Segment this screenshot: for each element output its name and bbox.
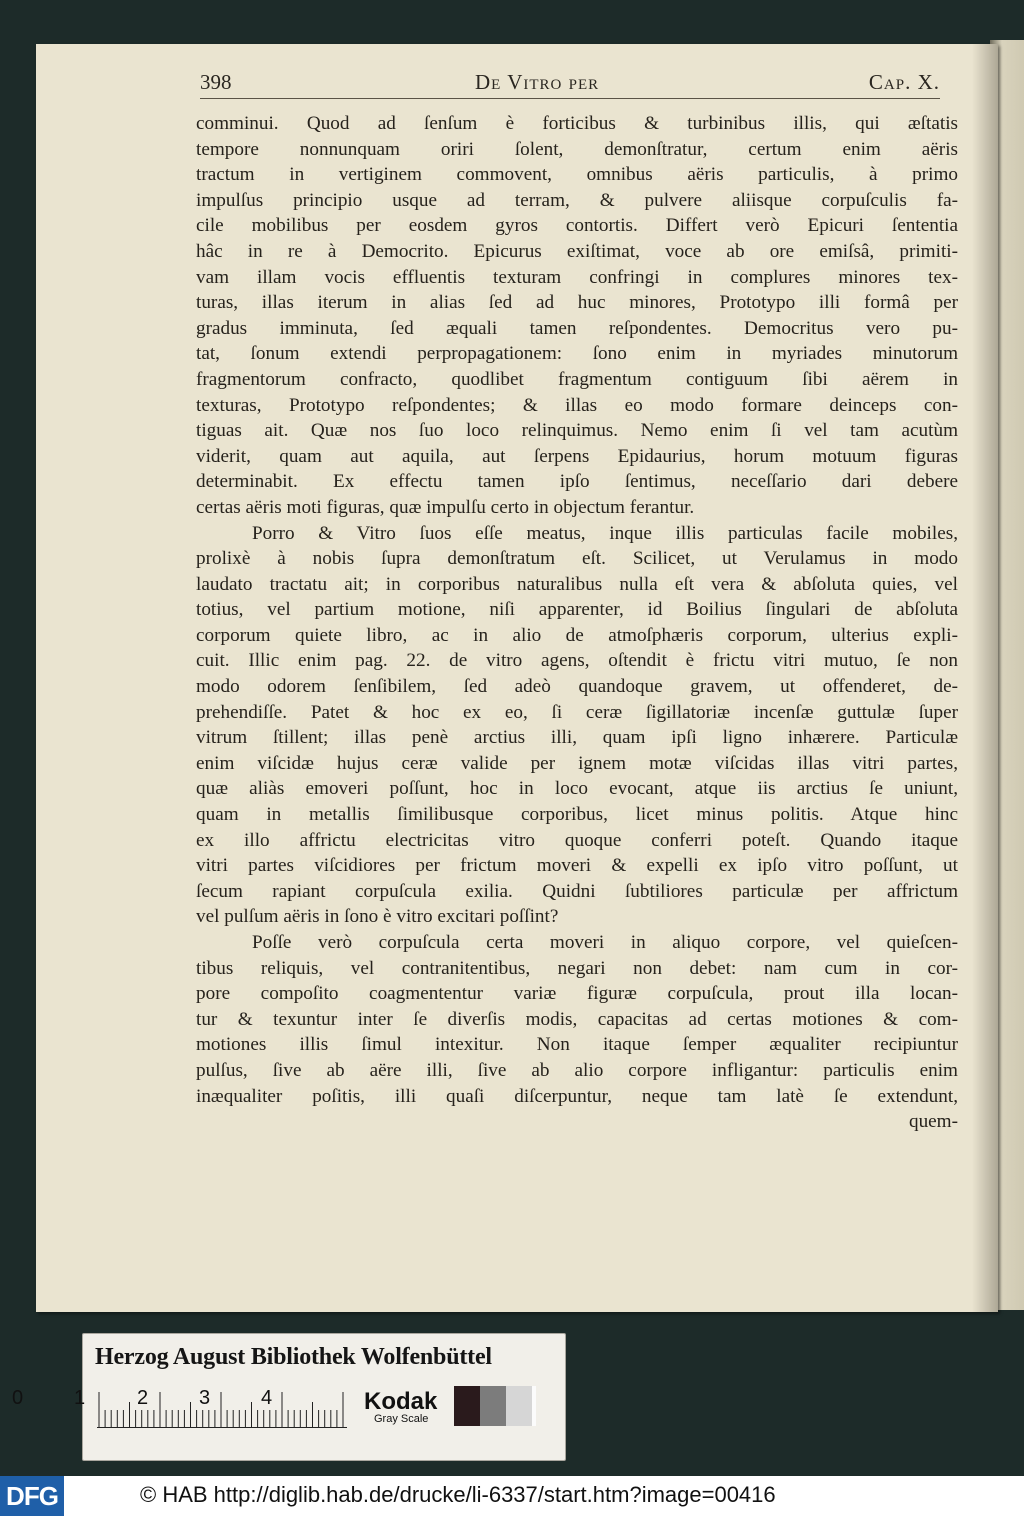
ruler-number: 2 (137, 1387, 149, 1409)
text-line: vitri partes viſcidiores per frictum moveri & expelli ex ipſo vitro poſſunt, ut (196, 855, 958, 877)
gray-patch (480, 1386, 506, 1426)
gray-patch (506, 1386, 532, 1426)
text-line: tiguas ait. Quæ nos ſuo loco relinquimus. Nemo enim ſi vel tam acutùm (196, 420, 958, 442)
catchword: quem- (908, 1111, 958, 1133)
dfg-logo: DFG (0, 1476, 64, 1516)
text-line: vel pulſum aëris in ſono è vitro excitari poſſint? (196, 906, 559, 928)
text-line: tempore nonnunquam oriri ſolent, demonſtratur, certum enim aëris (196, 138, 958, 160)
running-header (200, 70, 940, 96)
text-line: hâc in re à Democrito. Epicurus exiſtimat, voce ab ore emiſsâ, primiti- (196, 240, 958, 262)
ruler-number: 3 (199, 1387, 211, 1409)
text-line: quam in metallis ſimilibusque corporibus, licet minus politis. Atque hinc (196, 804, 958, 826)
text-line: enim viſcidæ hujus ceræ valide per ignem motæ viſcidas illas vitri partes, (196, 752, 958, 774)
text-line: ex illo affrictu electricitas vitro quoque conferri poteſt. Quando itaque (196, 829, 958, 851)
library-name: Herzog August Bibliothek Wolfenbüttel (95, 1344, 492, 1370)
header-rule (200, 98, 940, 99)
ruler-number: 1 (74, 1387, 86, 1409)
text-line: fragmentorum confracto, quodlibet fragmentum contiguum ſibi aërem in (196, 368, 958, 390)
text-line: comminui. Quod ad ſenſum è forticibus & turbinibus illis, qui æſtatis (196, 113, 958, 134)
text-line: gradus imminuta, ſed æquali tamen reſpondentes. Democritus vero pu- (196, 317, 958, 339)
chapter-label: Cap. X. (868, 70, 940, 94)
running-title: De Vitro per (475, 70, 600, 94)
text-line: vitrum ſtillent; illas penè arctius illi, quam ipſi ligno inhærere. Particulæ (196, 727, 958, 749)
gray-patch (532, 1386, 536, 1426)
text-line: texturas, Prototypo reſpondentes; & illas eo modo formare deinceps con- (196, 394, 958, 416)
text-line: tur & texuntur inter ſe diverſis modis, capacitas ad certas motiones & com- (196, 1008, 958, 1030)
text-line: cuit. Illic enim pag. 22. de vitro agens, oſtendit è frictu vitri mutuo, ſe non (196, 650, 958, 672)
text-line: totius, vel partium motione, niſi apparenter, id Boilius ſingulari de abſoluta (196, 599, 958, 621)
text-line: prolixè à nobis ſupra demonſtratum eſt. Scilicet, ut Verulamus in modo (196, 548, 958, 570)
text-line: laudato tractatu ait; in corporibus naturalibus nulla eſt vera & abſoluta quies, vel (196, 573, 958, 595)
text-line: impulſus principio usque ad terram, & pulvere aliisque corpuſculis fa- (196, 189, 958, 211)
text-line: viderit, quam aut aquila, aut ſerpens Epidaurius, horum motuum figuras (196, 445, 958, 467)
paragraph-start-line: Porro & Vitro ſuos eſſe meatus, inque illis particulas facile mobiles, (252, 522, 958, 544)
text-line: turas, illas iterum in alias ſed ad huc minores, Prototypo illi formâ per (196, 292, 958, 314)
text-line: ſecum rapiant corpuſcula exilia. Quidni ſubtiliores particulæ per affrictum (196, 880, 958, 902)
text-line: pore compoſito coagmententur variæ figuræ corpuſcula, prout illa locan- (196, 983, 958, 1005)
ruler-number: 4 (261, 1387, 273, 1409)
text-line: vam illam vocis effluentis texturam confringi in complures minores tex- (196, 266, 958, 288)
text-line: pulſus, ſive ab aëre illi, ſive ab alio corpore infligantur: particulis enim (196, 1059, 958, 1081)
text-line: certas aëris moti figuras, quæ impulſu certo in objectum ferantur. (196, 496, 695, 518)
text-line: motiones illis ſimul intexitur. Non itaque ſemper æqualiter recipiuntur (196, 1034, 958, 1056)
text-line: corporum quiete libro, ac in alio de atmoſphæris corporum, ulterius expli- (196, 624, 958, 646)
copyright-url: © HAB http://diglib.hab.de/drucke/li-6337/start.htm?image=00416 (140, 1482, 776, 1507)
paragraph-start-line: Poſſe verò corpuſcula certa moveri in aliquo corpore, vel quieſcen- (252, 932, 958, 953)
page-number: 398 (200, 70, 232, 94)
text-line: quæ aliàs emoveri poſſunt, hoc in loco evocant, atque iis arctius ſe uniunt, (196, 778, 958, 800)
text-line: inæqualiter poſitis, illi quaſi diſcerpuntur, neque tam latè ſe extendunt, (196, 1085, 958, 1107)
text-line: tat, ſonum extendi perpropagationem: ſono enim in myriades minutorum (196, 343, 958, 365)
text-line: cile mobilibus per eosdem gyros contortis. Differt verò Epicuri ſententia (196, 215, 958, 237)
text-line: modo odorem ſenſibilem, ſed adeò quandoque gravem, ut offenderet, de- (196, 676, 958, 698)
kodak-logo: Kodak (364, 1388, 438, 1415)
text-line: prehendiſſe. Patet & hoc ex eo, ſi ceræ ſigillatoriæ incenſæ guttulæ ſuper (196, 701, 958, 723)
ruler-number: 0 (12, 1387, 24, 1409)
footer-bar (0, 1476, 1024, 1516)
gray-scale-label: Gray Scale (374, 1413, 429, 1425)
text-line: tractum in vertiginem commovent, omnibus aëris particulis, à primo (196, 164, 958, 186)
body-text (196, 111, 958, 1135)
text-line: determinabit. Ex effectu tamen ipſo ſentimus, neceſſario dari debere (196, 471, 958, 493)
ruler-numbers (6, 1387, 346, 1417)
text-line: tibus reliquis, vel contranitentibus, negari non debet: nam cum in cor- (196, 957, 958, 979)
gray-patch (454, 1386, 480, 1426)
